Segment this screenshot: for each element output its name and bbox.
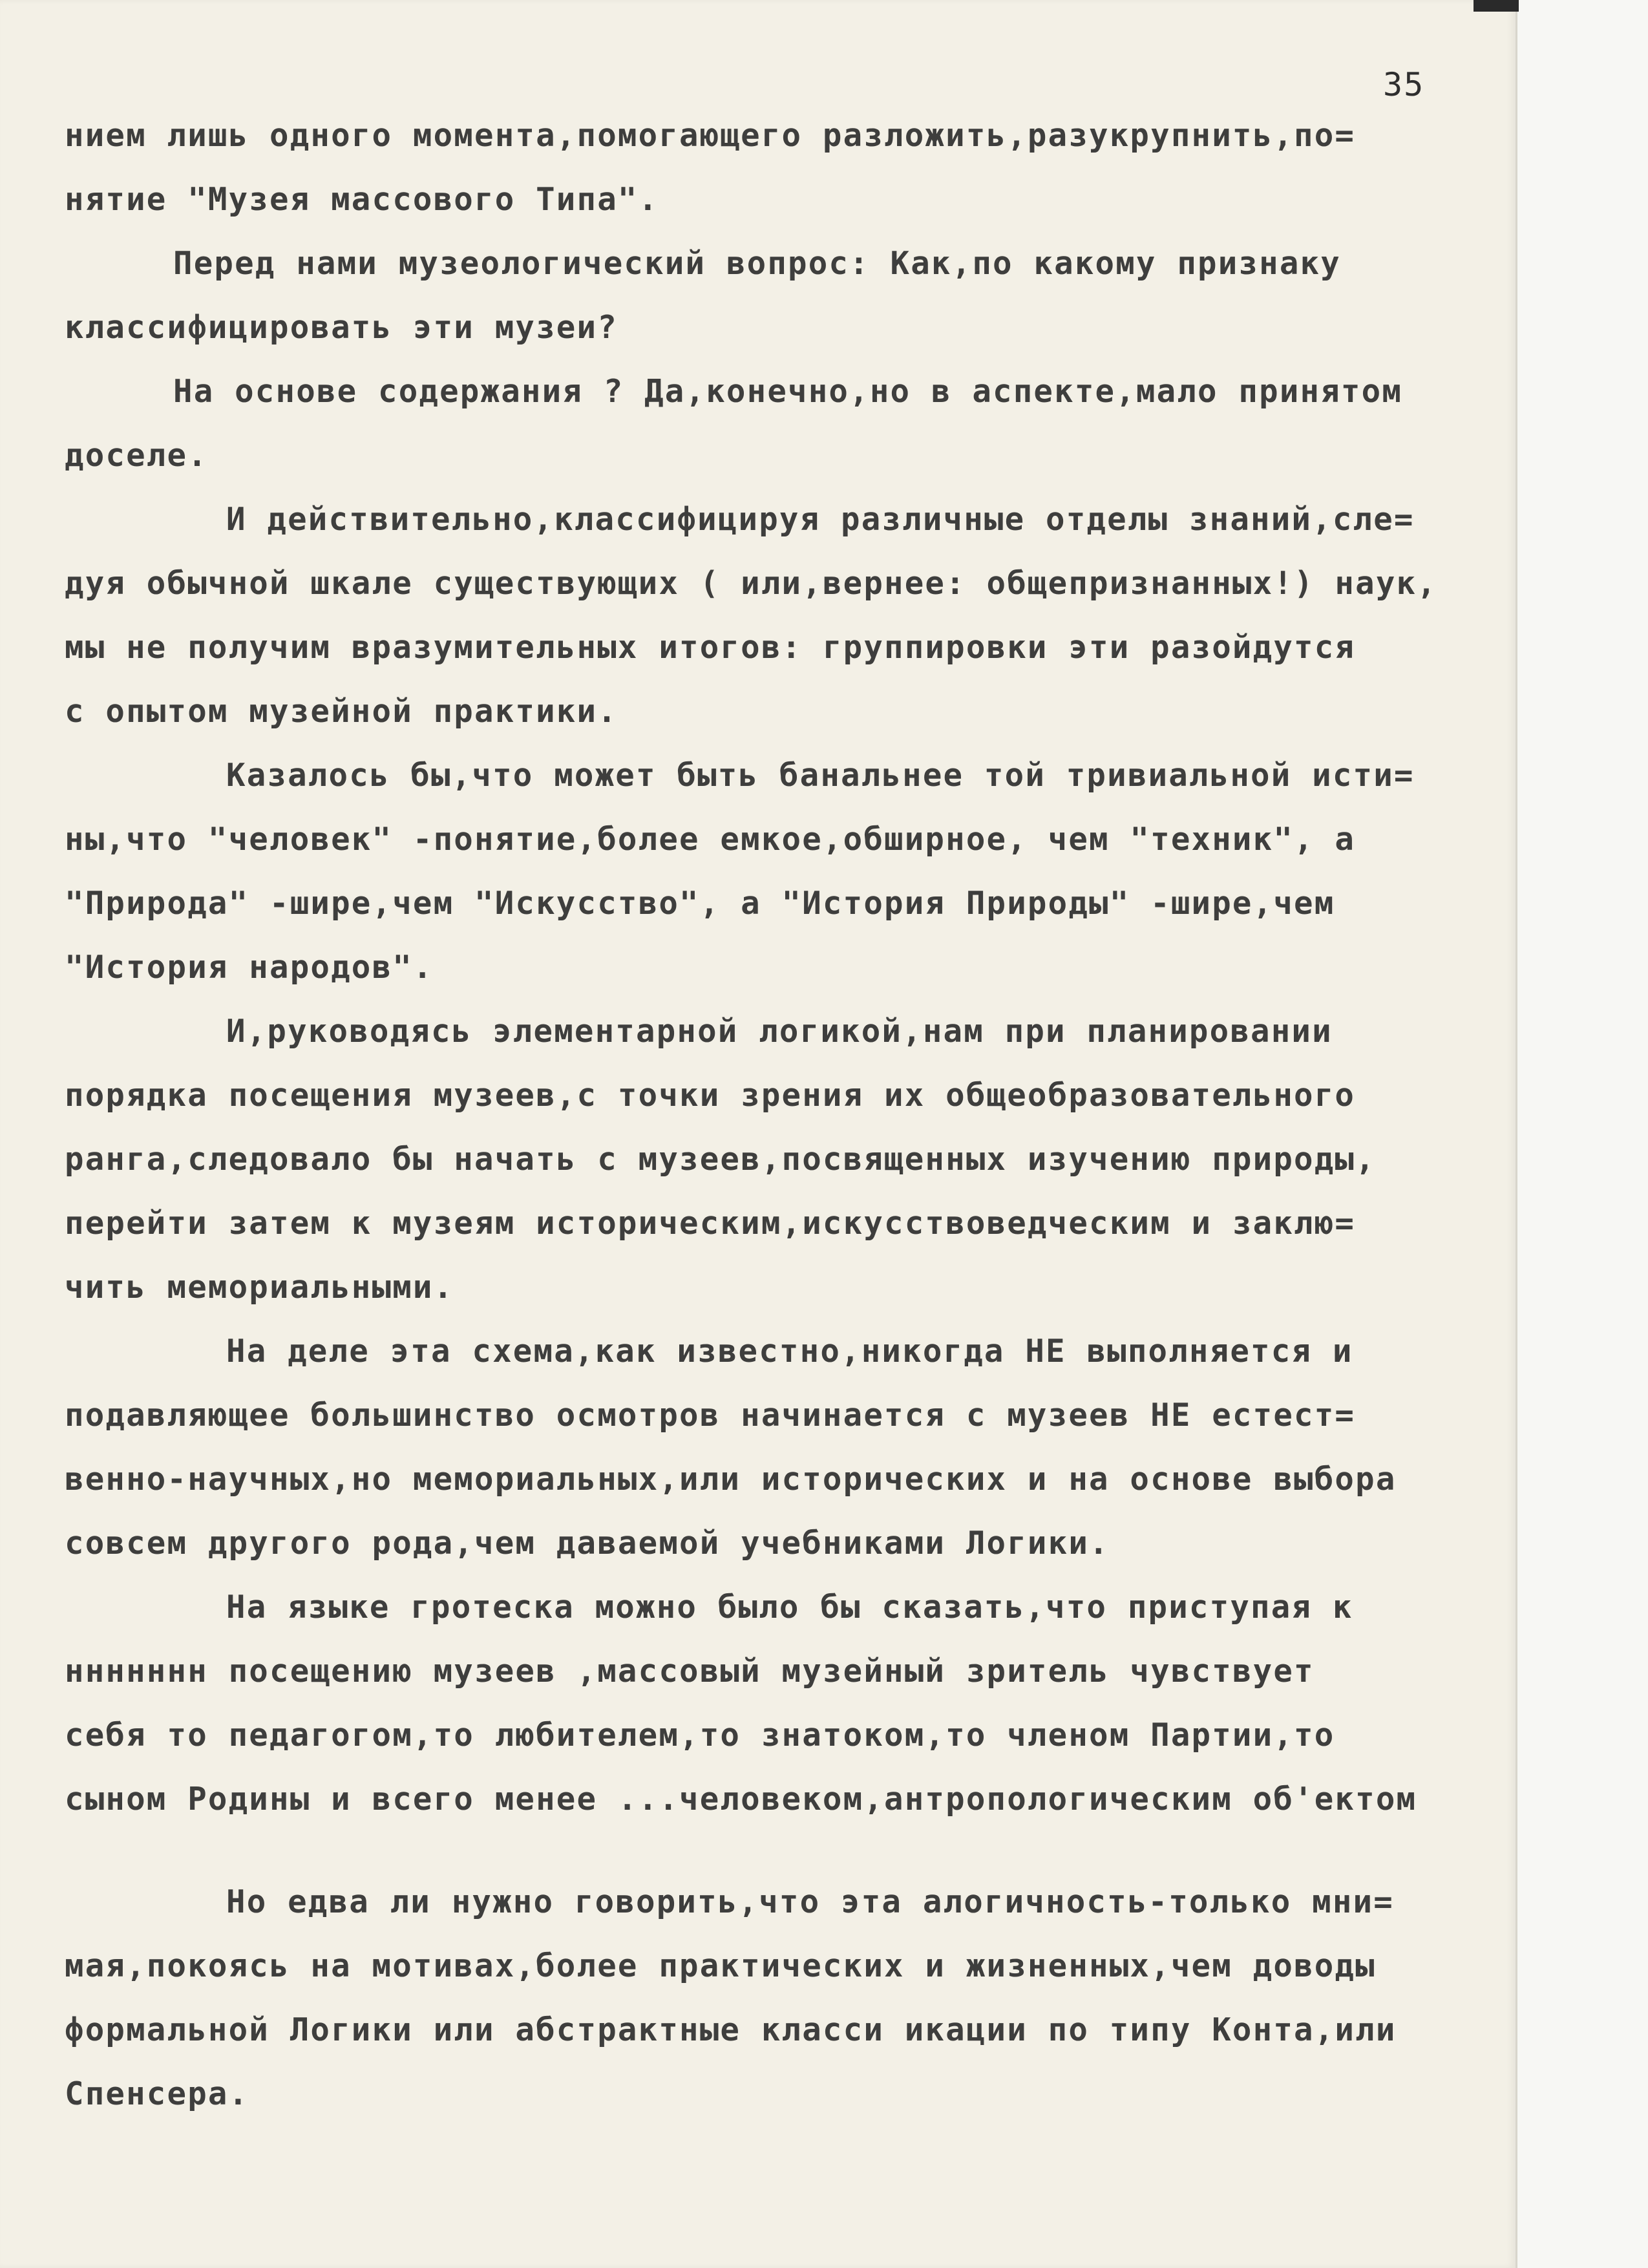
text-line: классифицировать эти музеи? — [65, 309, 618, 346]
text-line: И,руководясь элементарной логикой,нам при планировании — [226, 1013, 1333, 1050]
page-margin-strip — [1516, 0, 1648, 2268]
text-line: И действительно,классифицируя различные отделы знаний,сле= — [226, 501, 1415, 538]
text-line: Но едва ли нужно говорить,что эта алогичность-только мни= — [226, 1883, 1394, 1920]
page-number: 35 — [1383, 66, 1425, 103]
text-line: На основе содержания ? Да,конечно,но в аспекте,мало принятом — [173, 373, 1403, 410]
text-line: нятие "Музея массового Типа". — [65, 181, 659, 218]
text-line: венно-научных,но мемориальных,или исторических и на основе выбора — [65, 1461, 1397, 1498]
text-line: "Природа" -шире,чем "Искусство", а "История Природы" -шире,чем — [65, 885, 1335, 922]
text-line: Спенсера. — [65, 2075, 249, 2112]
text-line: ны,что "человек" -понятие,более емкое,обширное, чем "техник", а — [65, 821, 1356, 858]
text-line: Казалось бы,что может быть банальнее той тривиальной исти= — [226, 757, 1415, 794]
text-line: сыном Родины и всего менее ...человеком,антропологическим об'ектом — [65, 1781, 1417, 1818]
text-line: порядка посещения музеев,с точки зрения их общеобразовательного — [65, 1077, 1356, 1114]
text-line: На языке гротеска можно было бы сказать,что приступая к — [226, 1589, 1353, 1626]
text-line: На деле эта схема,как известно,никогда НЕ выполняется и — [226, 1333, 1353, 1370]
paragraph-gap — [65, 1831, 1512, 1870]
typewritten-body — [65, 103, 1512, 2126]
text-line: совсем другого рода,чем даваемой учебниками Логики. — [65, 1525, 1110, 1562]
text-line: мая,покоясь на мотивах,более практических и жизненных,чем доводы — [65, 1947, 1376, 1984]
text-line: дуя обычной шкале существующих ( или,вернее: общепризнанных!) наук, — [65, 565, 1437, 602]
text-line: ннннннн посещению музеев ,массовый музейный зритель чувствует — [65, 1653, 1315, 1690]
text-line: Перед нами музеологический вопрос: Как,по какому признаку — [173, 245, 1341, 282]
text-line: подавляющее большинство осмотров начинается с музеев НЕ естест= — [65, 1397, 1356, 1434]
text-line: себя то педагогом,то любителем,то знатоком,то членом Партии,то — [65, 1717, 1335, 1754]
text-line: ранга,следовало бы начать с музеев,посвященных изучению природы, — [65, 1141, 1376, 1178]
text-line: формальной Логики или абстрактные класси икации по типу Конта,или — [65, 2011, 1397, 2048]
text-line: "История народов". — [65, 949, 434, 986]
text-line: мы не получим вразумительных итогов: группировки эти разойдутся — [65, 629, 1356, 666]
text-line: нием лишь одного момента,помогающего разложить,разукрупнить,по= — [65, 117, 1356, 154]
text-line: чить мемориальными. — [65, 1269, 454, 1306]
text-line: перейти затем к музеям историческим,искусствоведческим и заклю= — [65, 1205, 1356, 1242]
page-edge-mark — [1474, 0, 1519, 12]
text-line: доселе. — [65, 437, 208, 474]
text-line: с опытом музейной практики. — [65, 693, 618, 730]
